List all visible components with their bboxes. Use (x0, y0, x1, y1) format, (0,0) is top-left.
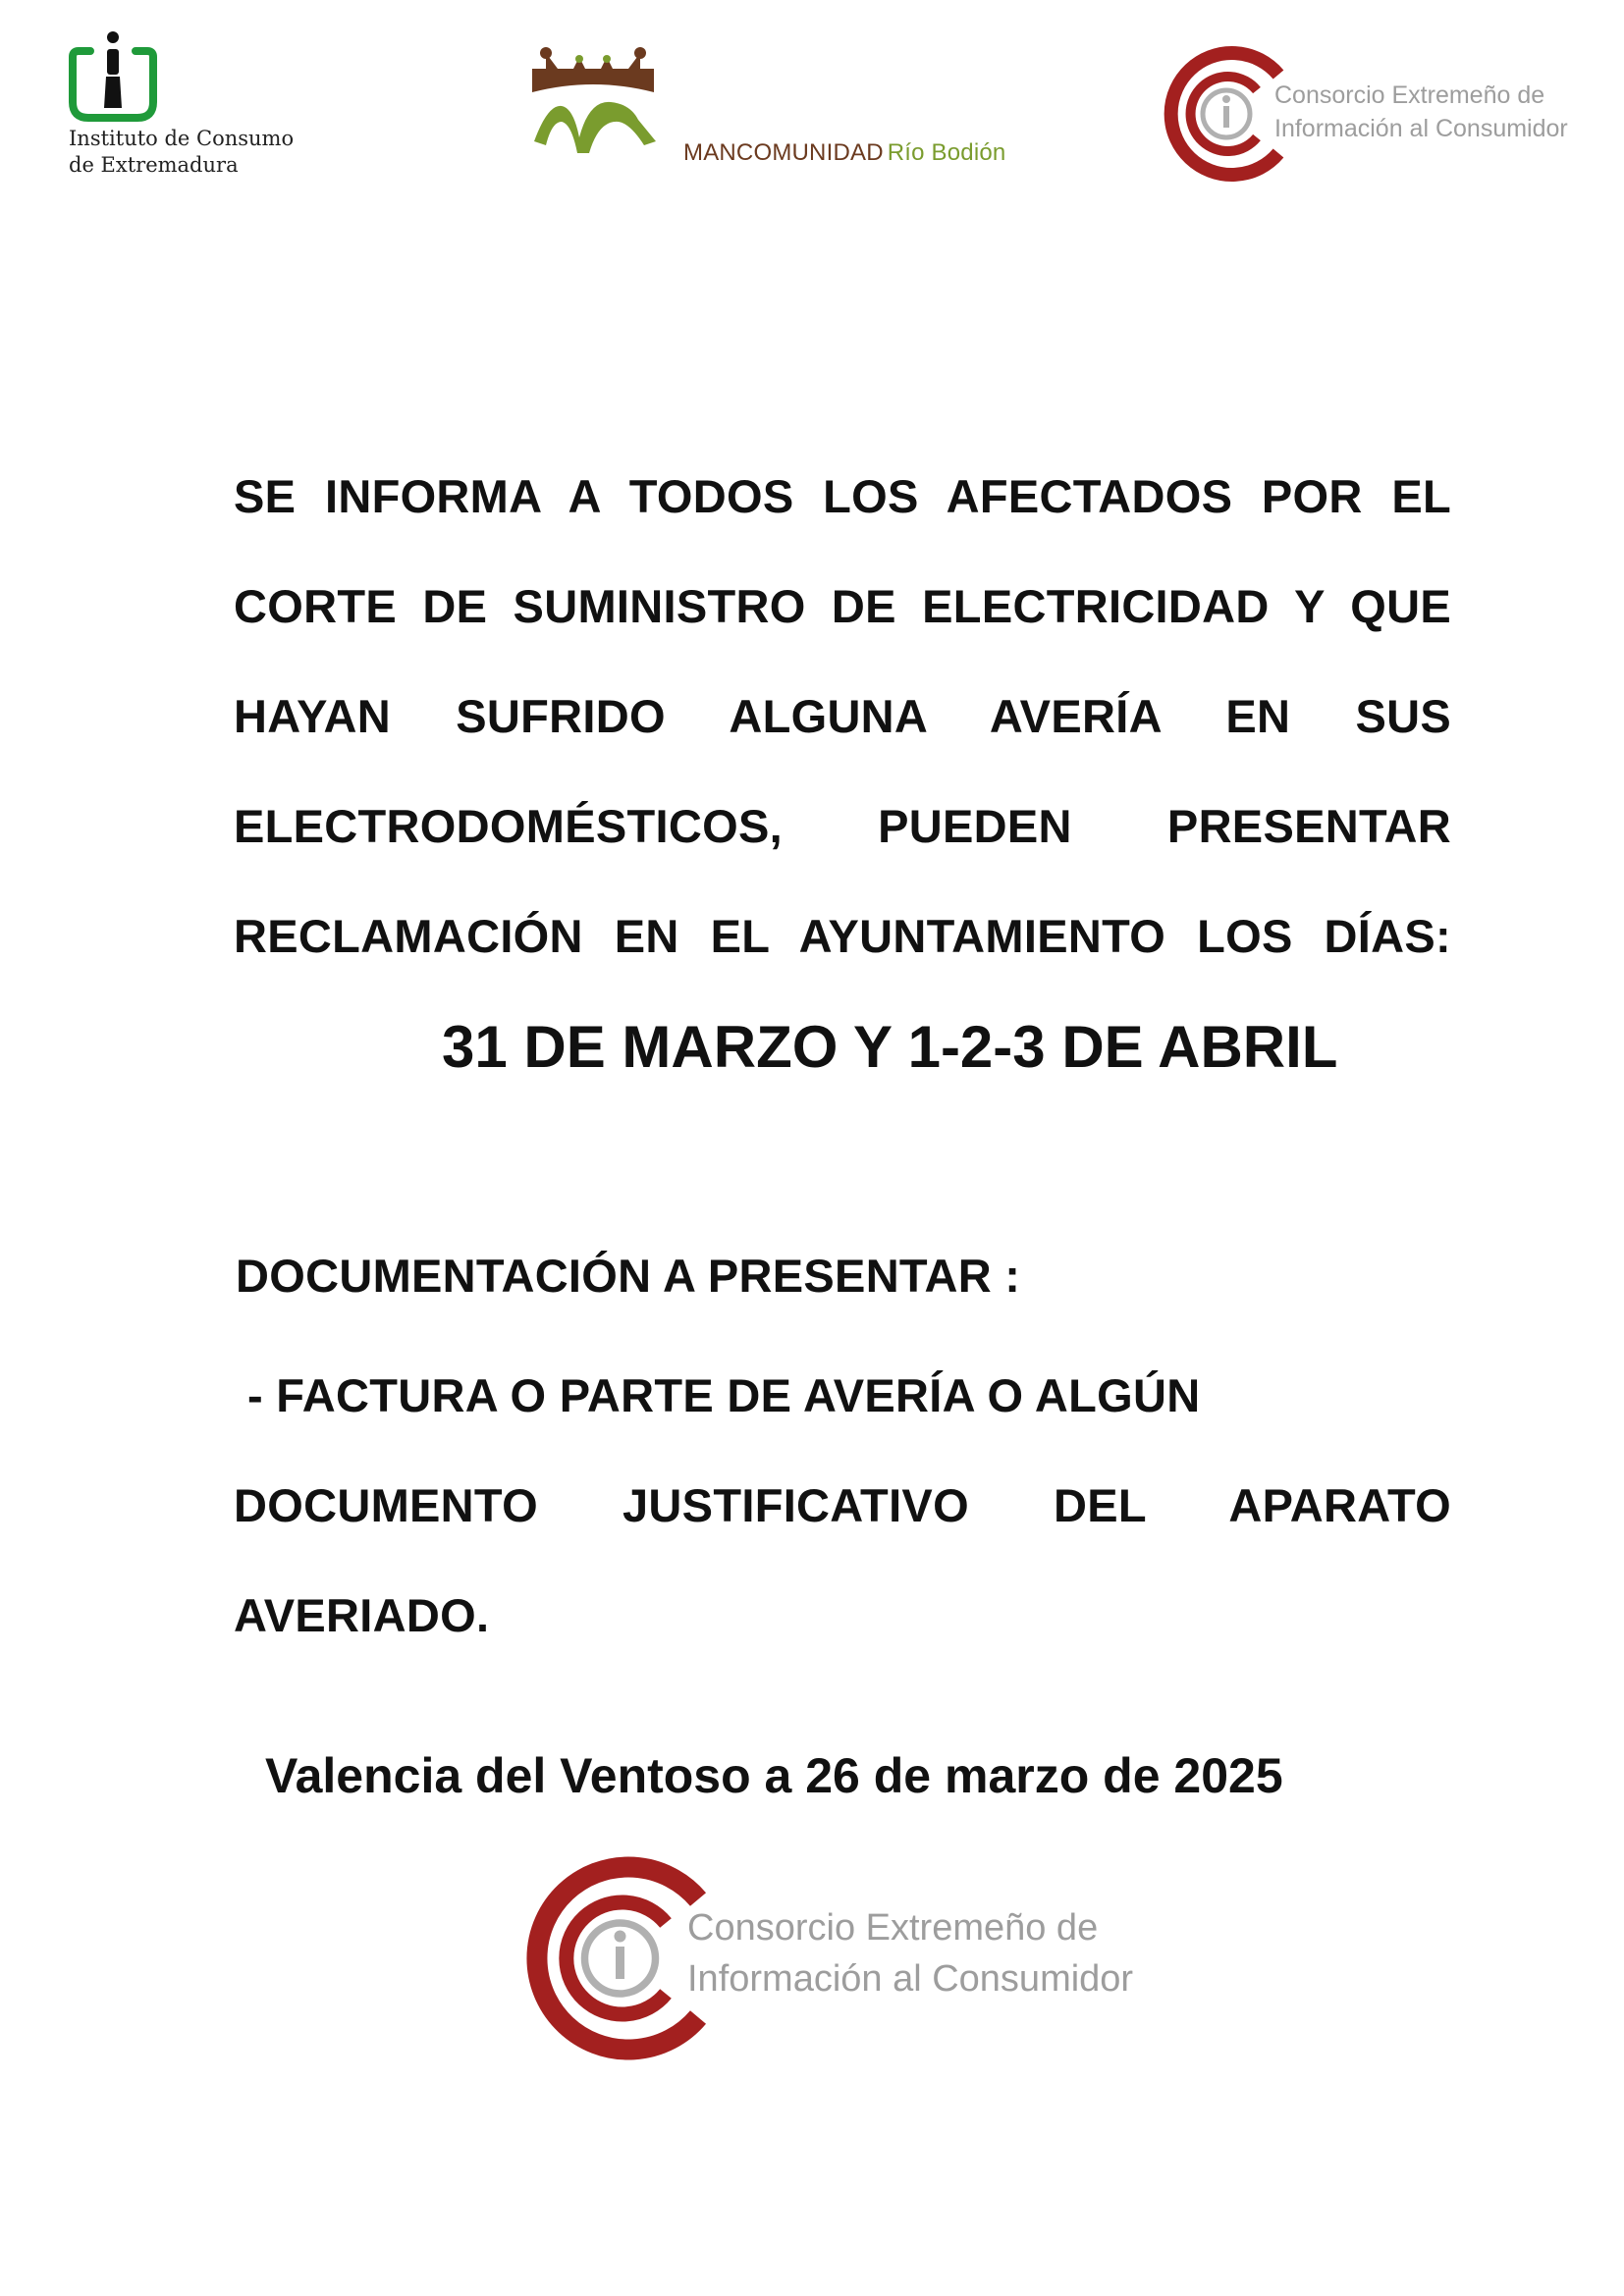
consorcio-header-line2: Información al Consumidor (1274, 115, 1568, 142)
logo-consorcio-footer (518, 1855, 1147, 2061)
ice-emblem-icon (69, 29, 157, 126)
mancomunidad-name: MANCOMUNIDAD (683, 139, 884, 166)
intro-line: RECLAMACIÓN EN EL AYUNTAMIENTO LOS DÍAS: (234, 910, 1451, 962)
ice-logo-line1: Instituto de Consumo (69, 127, 295, 150)
consorcio-footer-line1: Consorcio Extremeño de (687, 1907, 1099, 1949)
claim-dates: 31 DE MARZO Y 1-2-3 DE ABRIL (442, 1014, 1338, 1080)
ice-logo-line2: de Extremadura (69, 153, 239, 177)
consorcio-header-line1: Consorcio Extremeño de (1274, 81, 1545, 109)
intro-line: HAYAN SUFRIDO ALGUNA AVERÍA EN SUS (234, 690, 1451, 742)
consorcio-footer-line2: Información al Consumidor (687, 1958, 1134, 2000)
documentation-heading: DOCUMENTACIÓN A PRESENTAR : (236, 1250, 1021, 1302)
place-and-date: Valencia del Ventoso a 26 de marzo de 2025 (265, 1748, 1283, 1803)
notice-intro-paragraph (234, 442, 1451, 991)
documentation-line: - FACTURA O PARTE DE AVERÍA O ALGÚN (247, 1369, 1201, 1421)
logo-consorcio-header (1159, 45, 1581, 183)
mancomunidad-place: Río Bodión (887, 139, 1006, 166)
intro-line: SE INFORMA A TODOS LOS AFECTADOS POR EL (234, 470, 1451, 522)
logo-instituto-consumo-extremadura (69, 29, 324, 187)
intro-line: ELECTRODOMÉSTICOS, PUEDEN PRESENTAR (234, 800, 1451, 852)
mancomunidad-emblem-icon (528, 43, 676, 171)
documentation-line: DOCUMENTO JUSTIFICATIVO DEL APARATO (234, 1479, 1451, 1531)
documentation-paragraph (234, 1341, 1451, 1671)
documentation-line: AVERIADO. (234, 1589, 490, 1641)
intro-line: CORTE DE SUMINISTRO DE ELECTRICIDAD Y QUE (234, 580, 1451, 632)
logo-mancomunidad-rio-bodion (528, 43, 1019, 181)
